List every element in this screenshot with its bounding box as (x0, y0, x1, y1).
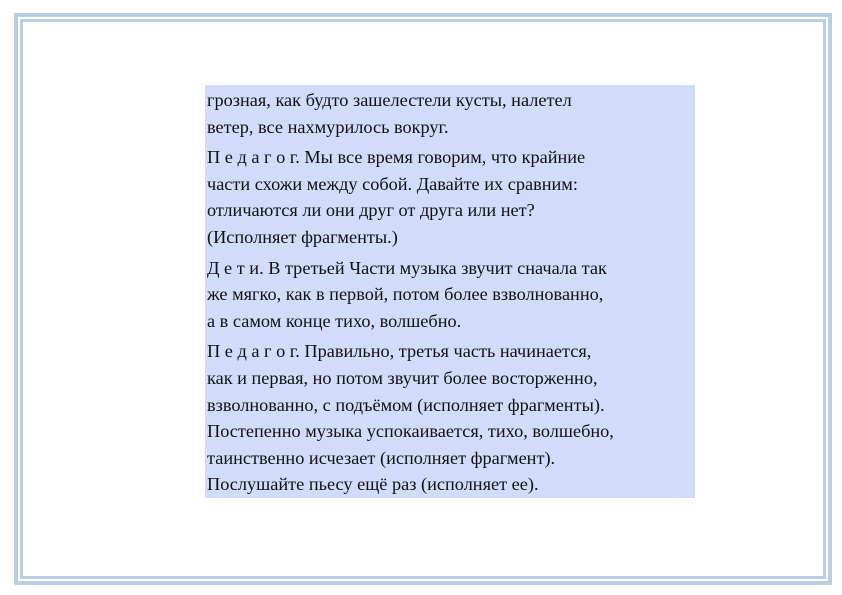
paragraph-4: П е д а г о г. Правильно, третья часть начинается, как и первая, но потом звучит более восторженно, взволнованно, с подъёмом (исполняет фрагменты). Постепенно музыка успокаивается, тихо, волшебно, таинственно исчезает (исполняет фрагмент). Послушайте пьесу ещё раз (исполняет ее). (207, 341, 614, 495)
paragraph-1: грозная, как будто зашелестели кусты, налетел ветер, все нахмурилось вокруг. (207, 90, 572, 137)
paragraph-3: Д е т и. В третьей Части музыка звучит сначала так же мягко, как в первой, потом более взволнованно, а в самом конце тихо, волшебно. (207, 257, 607, 331)
paragraph-2: П е д а г о г. Мы все время говорим, что крайние части схожи между собой. Давайте их сравним: отличаются ли они друг от друга или нет? (Исполняет фрагменты.) (207, 147, 586, 247)
slide-text-block (205, 85, 695, 498)
